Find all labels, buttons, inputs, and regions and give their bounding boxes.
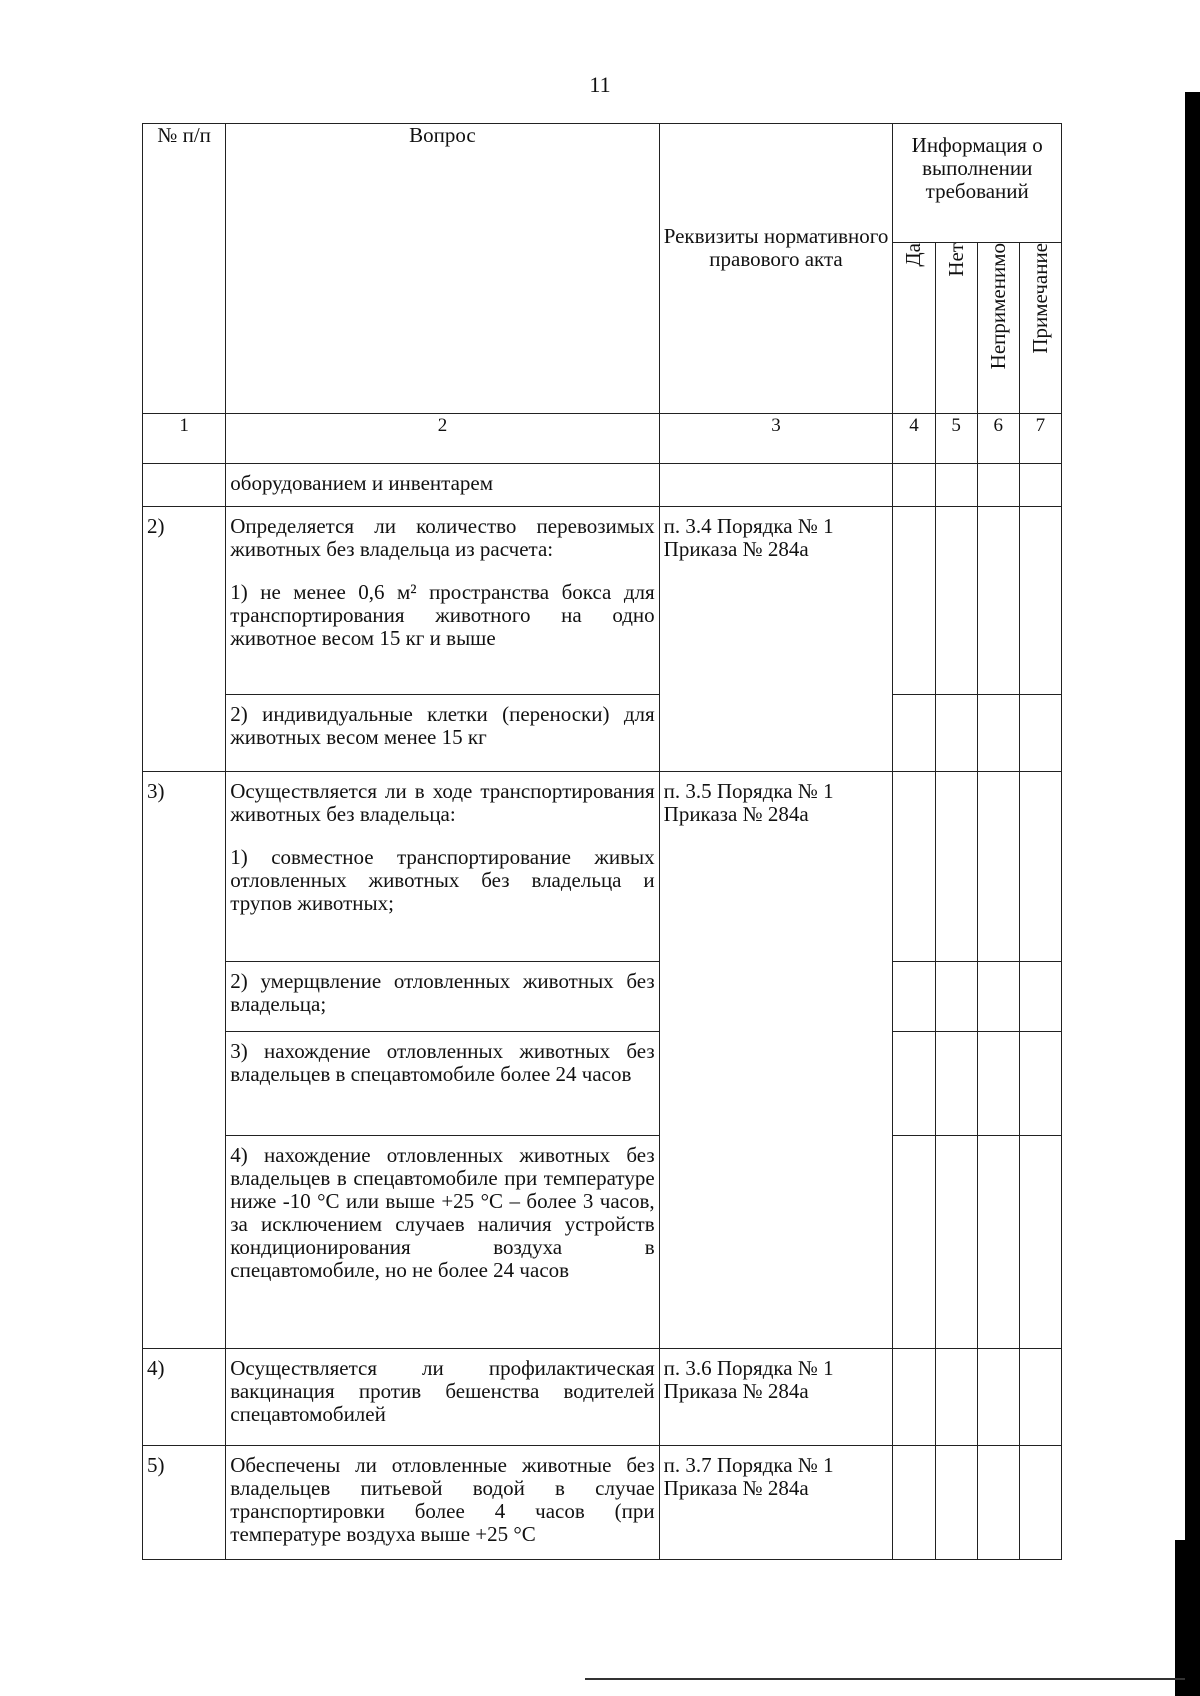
colnum-2: 2 [226,414,659,464]
table-row [143,1349,1062,1446]
requisites-cell: п. 3.7 Порядка № 1 Приказа № 284а [659,1446,893,1560]
row-number: 3) [143,772,226,1349]
header-requisites: Реквизиты нормативного правового акта [659,124,893,414]
table-row [143,507,1062,695]
colnum-3: 3 [659,414,893,464]
header-info: Информация о выполнении требований [893,124,1062,243]
question-cell: 4) нахождение отловленных животных без владельцев в спецавтомобиле при температуре ниже -10 °С или выше +25 °С – более 3 часов, за исключением случаев наличия устройств кондиционирования воздуха в спецавтомобиле, но не более 24 часов [226,1136,659,1349]
question-cell: 2) умерщвление отловленных животных без владельца; [226,962,659,1032]
header-note: Примечание [1019,243,1061,414]
table-row [143,695,1062,772]
checklist-table [142,123,1062,1560]
requisites-cell: п. 3.6 Порядка № 1 Приказа № 284а [659,1349,893,1446]
question-cell: Осуществляется ли в ходе транспортирования животных без владельца: 1) совместное транспортирование живых отловленных животных без владельца и трупов животных; [226,772,659,962]
column-numbers-row [143,414,1062,464]
row-number: 4) [143,1349,226,1446]
colnum-6: 6 [977,414,1019,464]
question-cell: Осуществляется ли профилактическая вакцинация против бешенства водителей спецавтомобилей [226,1349,659,1446]
scan-edge-bar [1185,92,1200,1696]
requisites-cell: п. 3.4 Порядка № 1 Приказа № 284а [659,507,893,772]
colnum-1: 1 [143,414,226,464]
question-cell: 2) индивидуальные клетки (переноски) для животных весом менее 15 кг [226,695,659,772]
header-num: № п/п [143,124,226,414]
table-row [143,962,1062,1032]
header-yes: Да [893,243,935,414]
question-cell: Обеспечены ли отловленные животные без владельцев питьевой водой в случае транспортировки более 4 часов (при температуре воздуха выше +25 °С [226,1446,659,1560]
requisites-cell: п. 3.5 Порядка № 1 Приказа № 284а [659,772,893,1349]
header-na: Неприменимо [977,243,1019,414]
row-number: 5) [143,1446,226,1560]
table-row [143,1032,1062,1136]
table-row [143,464,1062,507]
question-cell: Определяется ли количество перевозимых животных без владельца из расчета: 1) не менее 0,6 м² пространства бокса для транспортирования животного на одно животное весом 15 кг и выше [226,507,659,695]
colnum-4: 4 [893,414,935,464]
row-number: 2) [143,507,226,772]
table-row [143,1446,1062,1560]
question-cell: оборудованием и инвентарем [226,464,659,507]
scan-edge-bar-inner [1175,1540,1185,1696]
colnum-7: 7 [1019,414,1061,464]
table-row [143,1136,1062,1349]
header-question: Вопрос [226,124,659,414]
question-cell: 3) нахождение отловленных животных без владельцев в спецавтомобиле более 24 часов [226,1032,659,1136]
scan-stray-line [585,1678,1185,1680]
header-row-top [143,124,1062,243]
table-row [143,772,1062,962]
colnum-5: 5 [935,414,977,464]
page-number: 11 [589,72,611,97]
header-no: Нет [935,243,977,414]
